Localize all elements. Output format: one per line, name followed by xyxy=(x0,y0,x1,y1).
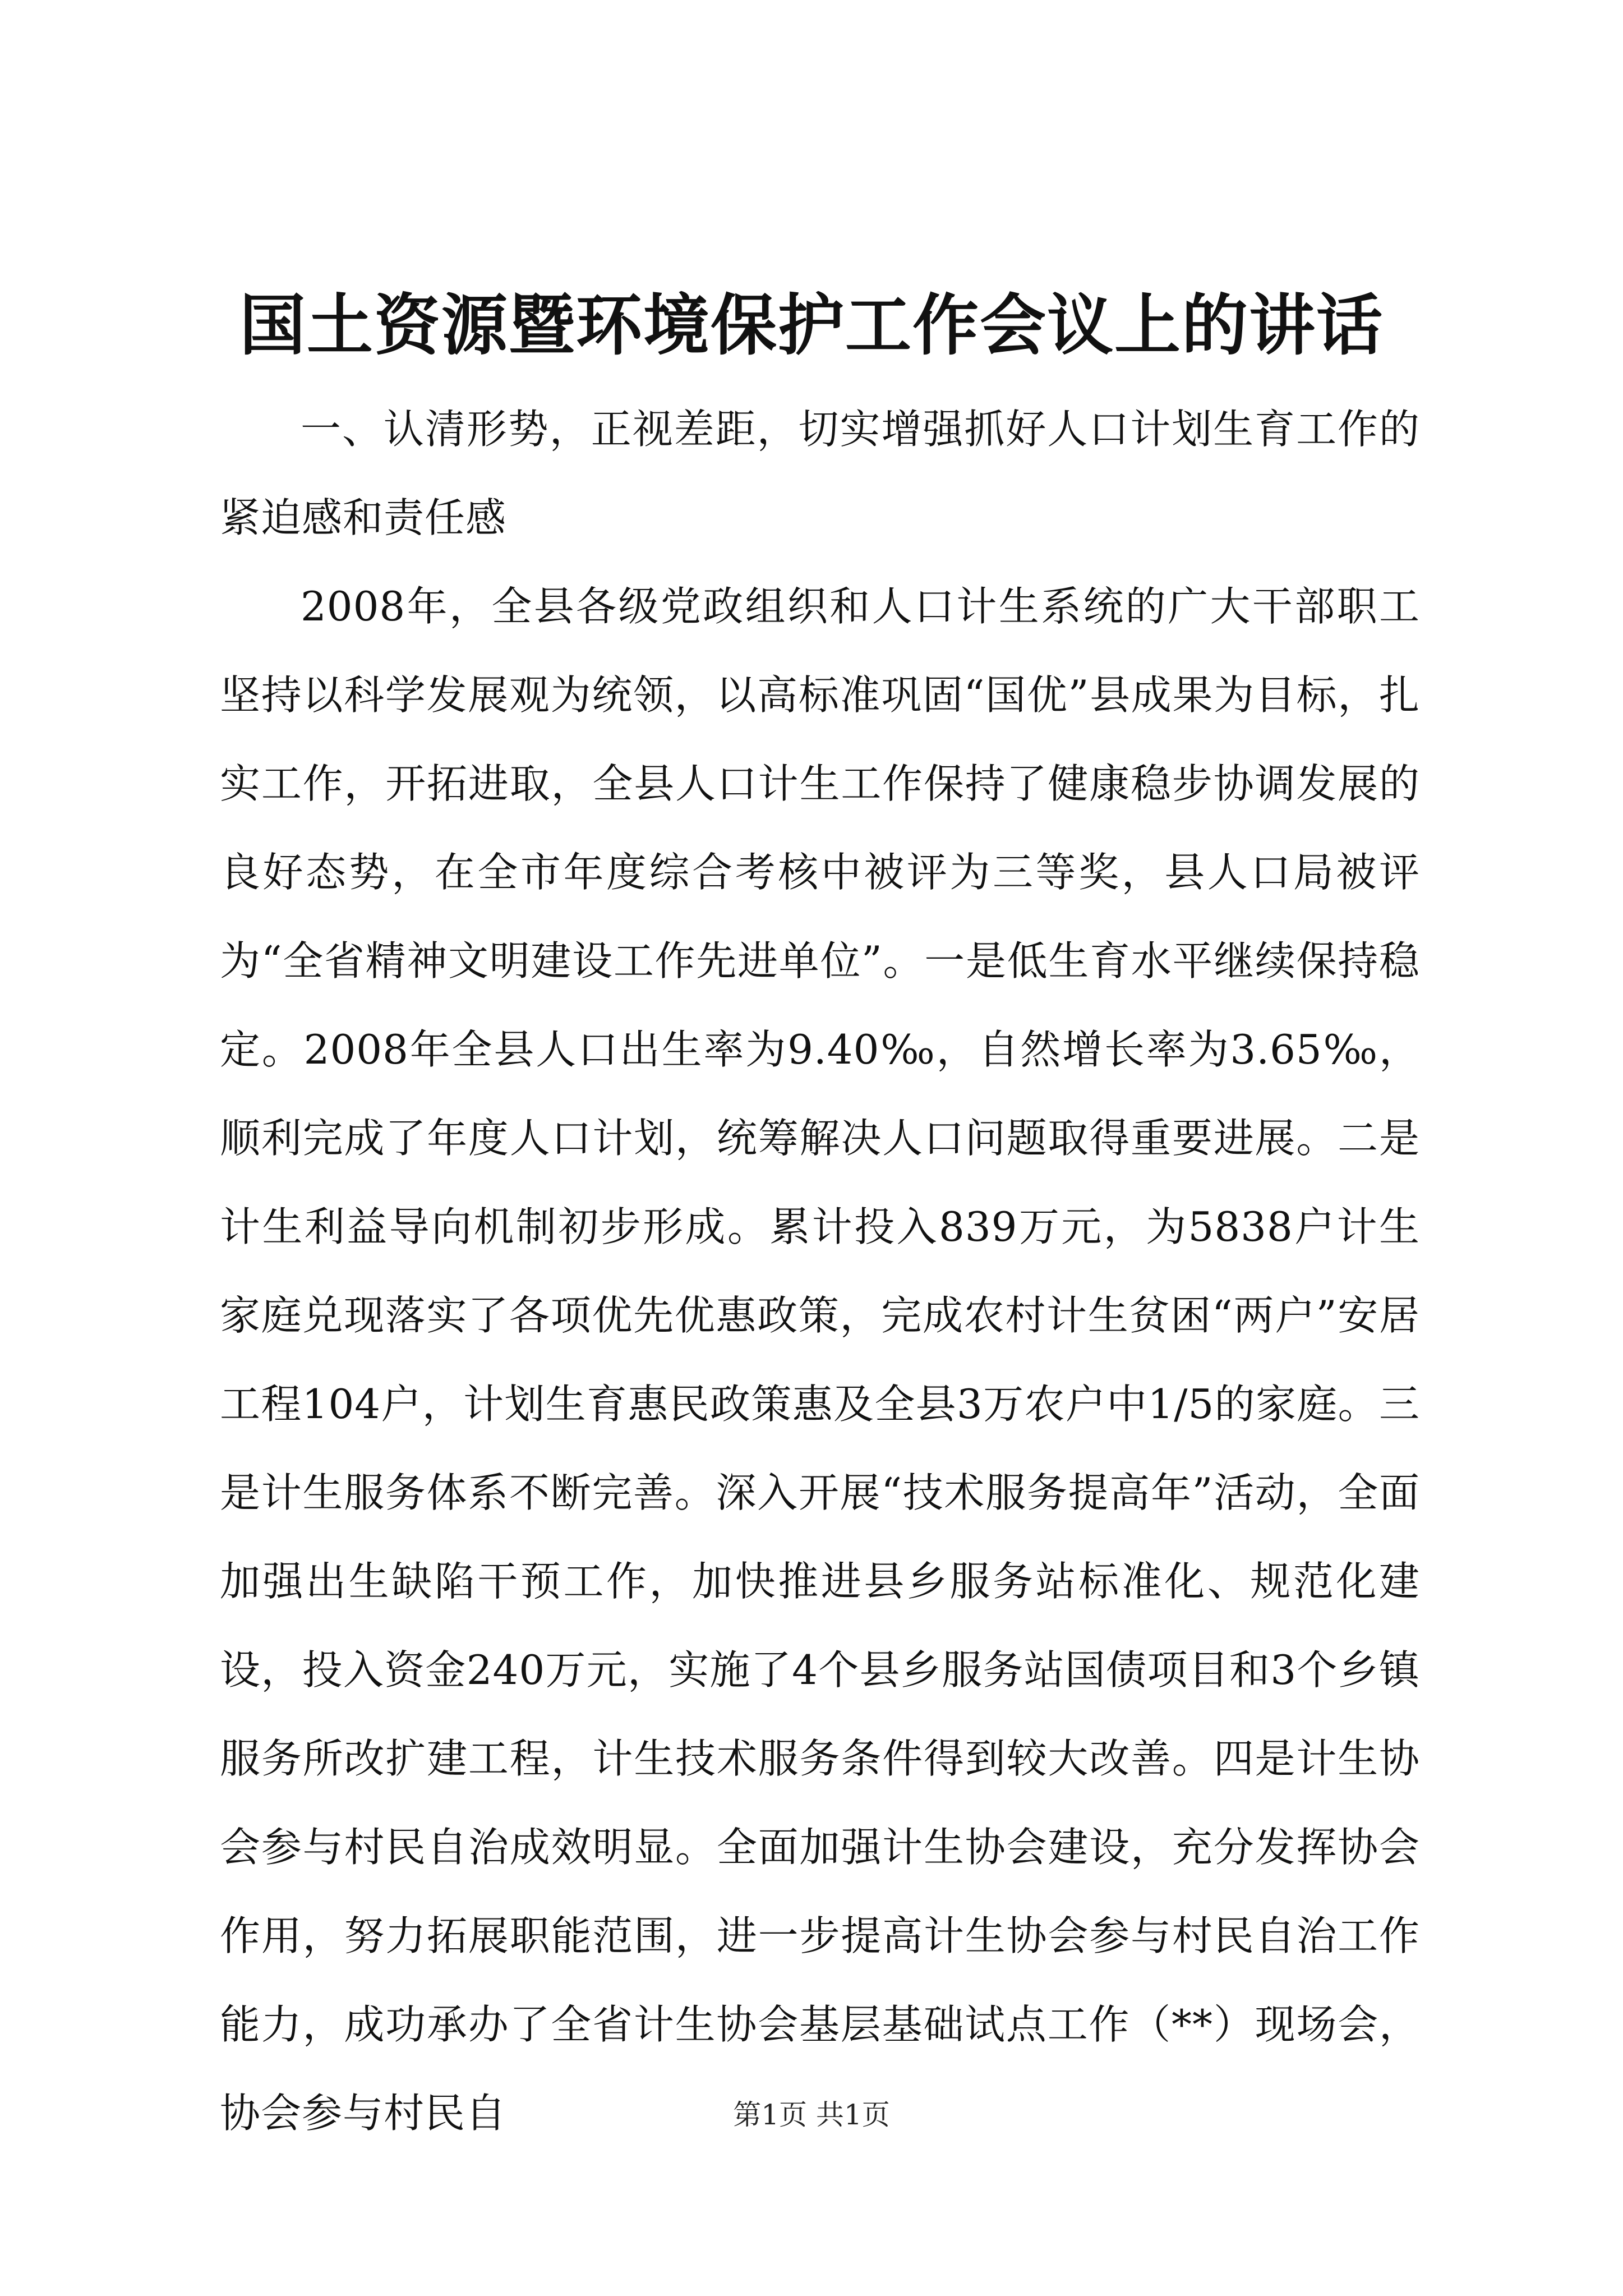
body-paragraph: 2008年，全县各级党政组织和人口计生系统的广大干部职工坚持以科学发展观为统领，以高标准巩固“国优”县成果为目标，扎实工作，开拓进取，全县人口计生工作保持了健康稳步协调发展的良好态势，在全市年度综合考核中被评为三等奖，县人口局被评为“全省精神文明建设工作先进单位”。一是低生育水平继续保持稳定。2008年全县人口出生率为9.40‰，自然增长率为3.65‰，顺利完成了年度人口计划，统筹解决人口问题取得重要进展。二是计生利益导向机制初步形成。累计投入839万元，为5838户计生家庭兑现落实了各项优先优惠政策，完成农村计生贫困“两户”安居工程104户，计划生育惠民政策惠及全县3万农户中1/5的家庭。三是计生服务体系不断完善。深入开展“技术服务提高年”活动，全面加强出生缺陷干预工作，加快推进县乡服务站标准化、规范化建设，投入资金240万元，实施了4个县乡服务站国债项目和3个乡镇服务所改扩建工程，计生技术服务条件得到较大改善。四是计生协会参与村民自治成效明显。全面加强计生协会建设，充分发挥协会作用，努力拓展职能范围，进一步提高计生协会参与村民自治工作能力，成功承办了全省计生协会基层基础试点工作（**）现场会，协会参与村民自 xyxy=(220,583,1420,2137)
document-body xyxy=(220,385,1420,2157)
document-title: 国土资源暨环境保护工作会议上的讲话 xyxy=(239,286,1384,364)
page-footer: 第1页 共1页 xyxy=(733,2099,890,2131)
section-heading-paragraph: 一、认清形势，正视差距，切实增强抓好人口计划生育工作的紧迫感和责任感 xyxy=(220,406,1420,541)
